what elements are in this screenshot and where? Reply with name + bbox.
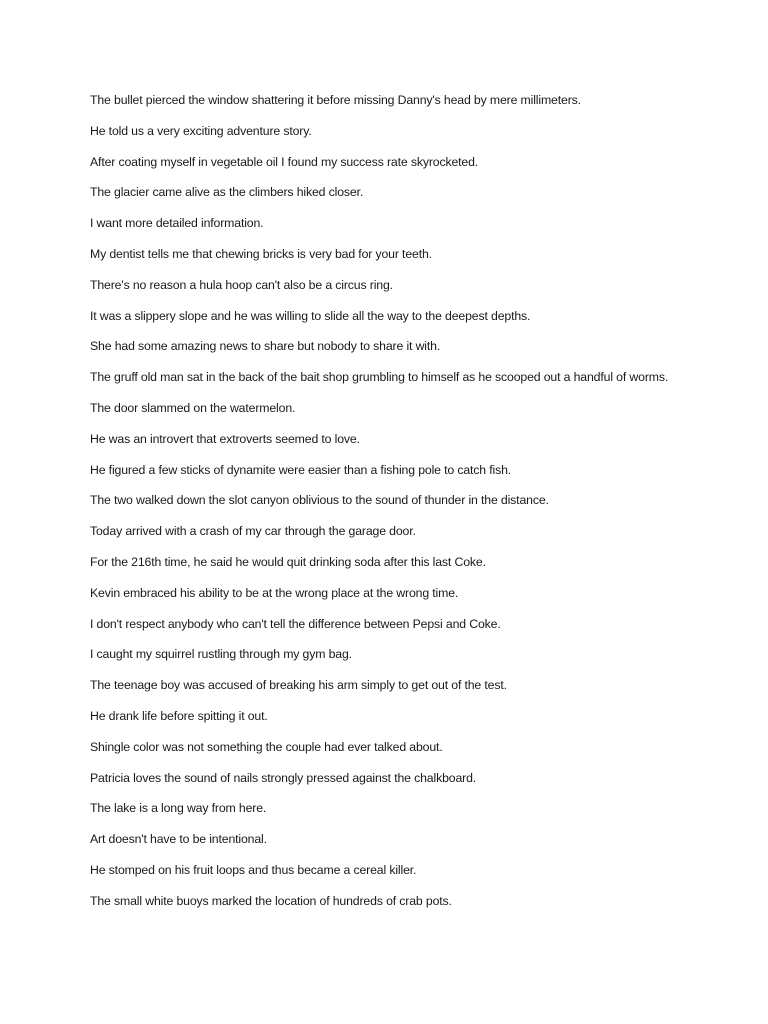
sentence-line: Shingle color was not something the couple had ever talked about. (90, 739, 443, 754)
sentence-line: He was an introvert that extroverts seemed to love. (90, 431, 360, 446)
sentence-line: Art doesn't have to be intentional. (90, 832, 267, 847)
sentence-line: He stomped on his fruit loops and thus became a cereal killer. (90, 862, 417, 877)
sentence-line: Patricia loves the sound of nails strongly pressed against the chalkboard. (90, 770, 477, 785)
sentence-line: I want more detailed information. (90, 216, 264, 231)
sentence-line: The teenage boy was accused of breaking his arm simply to get out of the test. (90, 678, 507, 693)
sentence-line: He figured a few sticks of dynamite were easier than a fishing pole to catch fish. (90, 462, 512, 477)
sentence-line: He told us a very exciting adventure story. (90, 123, 312, 138)
sentence-line: The door slammed on the watermelon. (90, 400, 296, 415)
sentence-line: It was a slippery slope and he was willing to slide all the way to the deepest depths. (90, 308, 531, 323)
sentence-line: The small white buoys marked the location of hundreds of crab pots. (90, 893, 452, 908)
sentence-line: The glacier came alive as the climbers hiked closer. (90, 185, 364, 200)
sentence-line: Today arrived with a crash of my car through the garage door. (90, 524, 416, 539)
sentence-line: She had some amazing news to share but nobody to share it with. (90, 339, 441, 354)
sentence-line: The lake is a long way from here. (90, 801, 267, 816)
sentence-line: I don't respect anybody who can't tell the difference between Pepsi and Coke. (90, 616, 501, 631)
sentence-line: Kevin embraced his ability to be at the wrong place at the wrong time. (90, 585, 459, 600)
sentence-line: My dentist tells me that chewing bricks is very bad for your teeth. (90, 246, 432, 261)
sentence-line: The two walked down the slot canyon oblivious to the sound of thunder in the distance. (90, 493, 549, 508)
sentence-list (90, 92, 690, 924)
sentence-line: He drank life before spitting it out. (90, 708, 268, 723)
sentence-line: The gruff old man sat in the back of the bait shop grumbling to himself as he scooped out a handful of worms. (90, 370, 669, 385)
sentence-line: The bullet pierced the window shattering it before missing Danny's head by mere millimeters. (90, 93, 581, 107)
sentence-line: I caught my squirrel rustling through my gym bag. (90, 647, 352, 662)
sentence-line: For the 216th time, he said he would quit drinking soda after this last Coke. (90, 554, 486, 569)
sentence-line: There's no reason a hula hoop can't also be a circus ring. (90, 277, 393, 292)
sentence-line: After coating myself in vegetable oil I found my success rate skyrocketed. (90, 154, 479, 169)
